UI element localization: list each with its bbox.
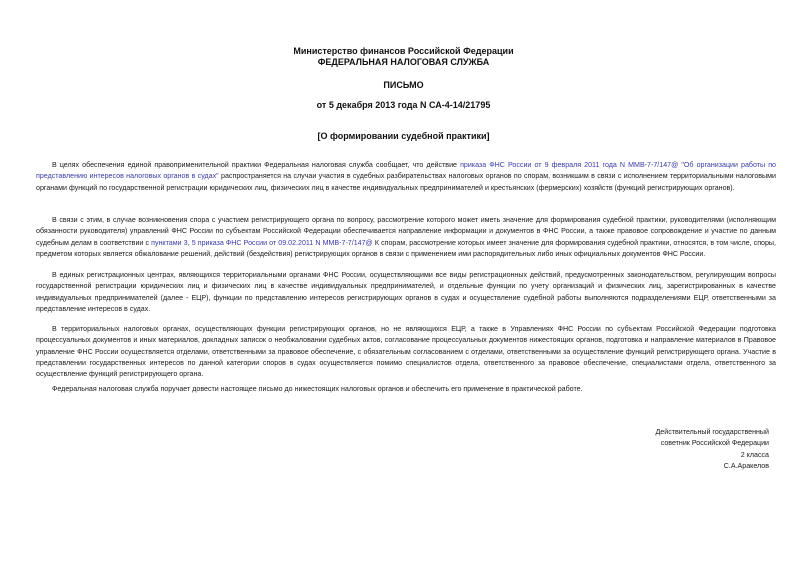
signature-rank-line-1: Действительный государственный — [655, 428, 769, 436]
signature-block — [656, 427, 770, 472]
order-link-1[interactable]: приказа ФНС России от 9 февраля 2011 года N ММВ-7-7/147@ "Об организации работы по представлению интересов налоговых органов в судах" — [36, 161, 776, 181]
service-title: ФЕДЕРАЛЬНАЯ НАЛОГОВАЯ СЛУЖБА — [317, 57, 490, 67]
order-link-2[interactable]: пунктами 3, 5 приказа ФНС России от 09.02.2011 N ММВ-7-7/147@ — [151, 238, 373, 247]
signature-class: 2 класса — [740, 450, 769, 459]
document-date-number: от 5 декабря 2013 года N СА-4-14/21795 — [316, 100, 491, 110]
paragraph-4: В территориальных налоговых органах, осуществляющих функции регистрирующих органов, но не являющихся ЕЦР, а также в Управлениях ФНС России по субъектам Российской Федерации подготовка процессуальных документов и иных материалов, докладных записок о необжаловании судебных актов, согласование процессуальных документов нижестоящих органов, подготовка и направление материалов в Правовое управление ФНС России осуществляется отделами, ответственными за правовое обеспечение, с обязательным согласованием с отделами, ответственными за осуществление функций регистрирующего органа. Участие в представлении государственных интересов по данной категории споров в судах осуществляется помимо специалистов отдела, ответственного за правовое обеспечение, специалистами отдела, ответственного за осуществление функций регистрирующего органа. — [36, 325, 776, 379]
paragraph-3: В единых регистрационных центрах, являющихся территориальными органами ФНС России, осуществляющими все виды регистрационных действий, предусмотренных законодательством, регулирующим вопросы государственной регистрации юридических лиц и физических лиц в качестве индивидуальных предпринимателей, и отдельные функции по учету организаций и физических лиц, зарегистрированных в качестве индивидуальных предпринимателей (далее - ЕЦР), функции по представлению интересов регистрирующих органов в судах и осуществление судебной работы выполняются подразделениями ЕЦР, ответственными за представление интересов в судах. — [36, 271, 776, 313]
paragraph-1-text-end: распространяется на случаи участия в судебных разбирательствах налоговых органов по спорам, возникшим в связи с исполнением территориальными налоговыми органами функций по государственной регистрации юридических лиц, физических лиц в качестве индивидуальных предпринимателей и крестьянских (фермерских) хозяйств (функций регистрирующих органов). — [36, 172, 776, 192]
paragraph-5: Федеральная налоговая служба поручает довести настоящее письмо до нижестоящих налоговых органов и обеспечить его применение в практической работе. — [52, 385, 583, 393]
paragraph-1-text-start: В целях обеспечения единой правоприменительной практики Федеральная налоговая служба сообщает, что действие — [52, 161, 461, 169]
document-type: ПИСЬМО — [383, 80, 424, 90]
signature-rank-line-2: советник Российской Федерации — [660, 439, 769, 448]
signatory-name: С.А.Аракелов — [723, 461, 769, 470]
paragraph-2 — [36, 215, 776, 260]
paragraph-2-text-end: К спорам, рассмотрение которых имеет значение для формирования судебной практики, относятся, в том числе, споры, предметом которых является обжалование решений, действий (бездействия) регистрирующих органов в связи с применением ими распорядительных либо иных официальных документов ФНС России. — [36, 238, 776, 258]
paragraph-2-text-start: В связи с этим, в случае возникновения спора с участием регистрирующего органа по вопросу, рассмотрение которого может иметь значение для формирования судебной практики, руководителями (исполняющим обязанности руководителя) управлений ФНС России по субъектам Российской Федерации обеспечивается направление информации и документов в ФНС России, а также правовое сопровождение и участие по данным судебным делам в соответствии с — [36, 216, 776, 247]
document-subject: [О формировании судебной практики] — [317, 131, 490, 141]
ministry-title: Министерство финансов Российской Федерации — [293, 46, 514, 56]
paragraph-1 — [36, 160, 776, 194]
